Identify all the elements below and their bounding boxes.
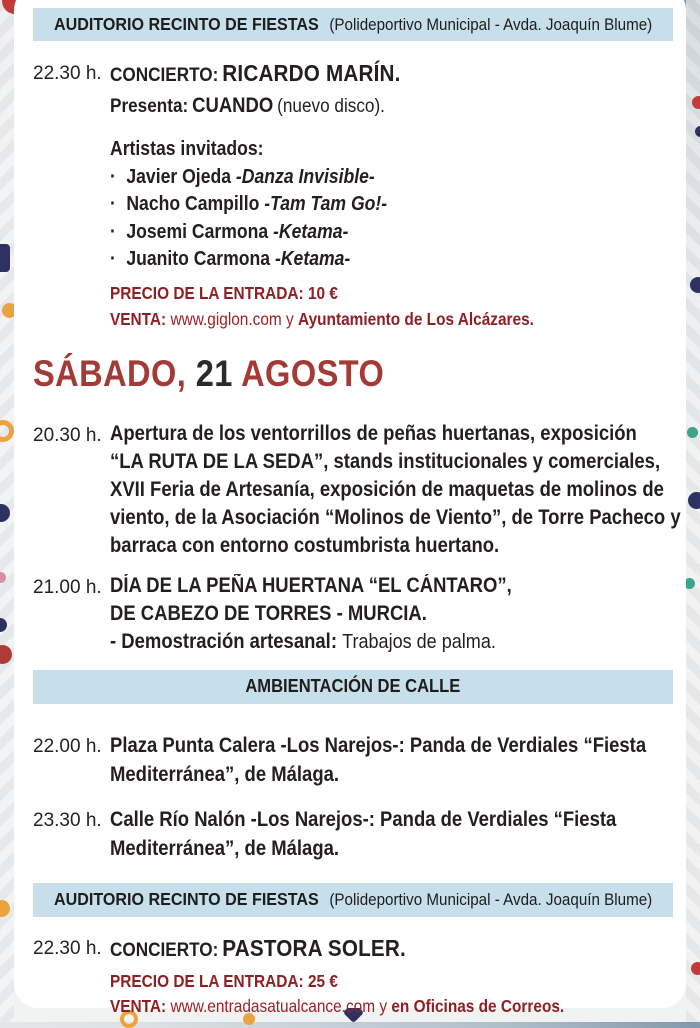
day-number: 21 <box>195 352 233 394</box>
guest-item <box>110 191 673 219</box>
demo-text: Trabajos de palma. <box>342 629 496 653</box>
day-heading <box>33 354 673 394</box>
guest-band: -Tam Tam Go!- <box>264 193 388 215</box>
event-time: 21.00 h. <box>33 576 102 598</box>
event-text-line: DÍA DE LA PEÑA HUERTANA “EL CÁNTARO”, <box>110 573 512 597</box>
guest-band: -Ketama- <box>273 220 349 243</box>
price-value: 10 € <box>307 282 338 303</box>
venta-label: VENTA: <box>110 995 167 1016</box>
event-text-line: Calle Río Nalón -Los Narejos-: Panda de Verdiales “Fiesta <box>110 807 617 831</box>
venue-banner-2 <box>33 883 673 917</box>
concert-artist: PASTORA SOLER. <box>222 934 406 961</box>
confetti-red-dot-right-1 <box>692 96 700 109</box>
confetti-navy-dot-right-2 <box>690 277 700 293</box>
event-time: 20.30 h. <box>33 424 102 446</box>
price-value: 25 € <box>307 970 338 991</box>
street-banner <box>33 670 673 704</box>
guest-band: -Danza Invisible- <box>235 165 375 188</box>
presenta-label: Presenta: <box>110 95 189 117</box>
guest-item <box>110 246 673 274</box>
event-text-line: viento, de la Asociación “Molinos de Viento”, de Torre Pacheco y <box>110 505 681 529</box>
venta-place: en Oficinas de Correos. <box>391 995 565 1016</box>
concert-artist: RICARDO MARÍN. <box>222 60 401 86</box>
event-concert-pastora-soler <box>33 933 673 1019</box>
venta-conjunction: y <box>286 308 294 329</box>
event-plaza-punta-calera <box>33 731 673 789</box>
event-text-line: Plaza Punta Calera -Los Narejos-: Panda de Verdiales “Fiesta <box>110 733 647 757</box>
bullet-icon: · <box>110 193 116 215</box>
venta-place: Ayuntamiento de Los Alcázares. <box>298 308 534 329</box>
venue-banner-subtitle: (Polideportivo Municipal - Avda. Joaquín Blume) <box>329 16 653 34</box>
event-apertura-ventorrillos <box>33 420 681 560</box>
bullet-icon: · <box>110 165 116 188</box>
confetti-navy-dot-right-1 <box>695 126 700 137</box>
program-page <box>14 0 686 1016</box>
confetti-navy-square <box>0 244 10 272</box>
concert-label: CONCIERTO: <box>110 938 219 961</box>
event-time: 22.30 h. <box>33 937 102 959</box>
event-text-line: Apertura de los ventorrillos de peñas huertanas, exposición <box>110 421 637 445</box>
guest-band: -Ketama- <box>274 248 351 270</box>
event-text-line: Mediterránea”, de Málaga. <box>110 836 340 860</box>
event-text-line: “LA RUTA DE LA SEDA”, stands institucionales y comerciales, <box>110 449 661 473</box>
album-title: CUANDO <box>192 94 274 117</box>
guest-name: Josemi Carmona <box>126 220 269 243</box>
event-dia-pena-huertana <box>33 572 673 656</box>
bullet-icon: · <box>110 248 116 270</box>
venta-conjunction: y <box>379 995 388 1016</box>
venue-banner <box>33 8 673 41</box>
street-banner-title: AMBIENTACIÓN DE CALLE <box>245 676 461 696</box>
event-concert-ricardo-marin <box>33 58 673 332</box>
concert-label: CONCIERTO: <box>110 64 219 86</box>
album-note: (nuevo disco). <box>277 95 385 117</box>
day-name: SÁBADO, <box>33 352 187 394</box>
event-time: 22.30 h. <box>33 63 102 84</box>
event-text-line: DE CABEZO DE TORRES - MURCIA. <box>110 601 427 625</box>
venta-url: www.giglon.com <box>170 308 282 329</box>
venue-banner-subtitle: (Polideportivo Municipal - Avda. Joaquín Blume) <box>329 891 653 909</box>
venta-label: VENTA: <box>110 308 167 329</box>
event-time: 22.00 h. <box>33 735 102 757</box>
venue-banner-title: AUDITORIO RECINTO DE FIESTAS <box>53 14 319 34</box>
event-calle-rio-nalon <box>33 805 673 863</box>
guest-item <box>110 219 673 247</box>
event-text-line: barraca con entorno costumbrista huertano. <box>110 533 500 557</box>
day-month: AGOSTO <box>241 352 385 394</box>
guest-item <box>110 164 673 192</box>
venta-url: www.entradasatualcance.com <box>170 995 376 1016</box>
event-text-line: Mediterránea”, de Málaga. <box>110 762 340 786</box>
price-label: PRECIO DE LA ENTRADA: <box>110 282 304 303</box>
venue-banner-title: AUDITORIO RECINTO DE FIESTAS <box>53 889 319 909</box>
guest-name: Juanito Carmona <box>126 248 271 270</box>
price-label: PRECIO DE LA ENTRADA: <box>110 970 304 991</box>
guest-name: Nacho Campillo <box>126 193 260 215</box>
bullet-icon: · <box>110 220 116 243</box>
confetti-red-dot-right-2 <box>691 962 700 975</box>
demo-label: - Demostración artesanal: <box>110 629 337 653</box>
guest-name: Javier Ojeda <box>126 165 232 188</box>
event-time: 23.30 h. <box>33 809 102 831</box>
event-text-line: XVII Feria de Artesanía, exposición de maquetas de molinos de <box>110 477 664 501</box>
guests-heading: Artistas invitados: <box>110 138 264 160</box>
